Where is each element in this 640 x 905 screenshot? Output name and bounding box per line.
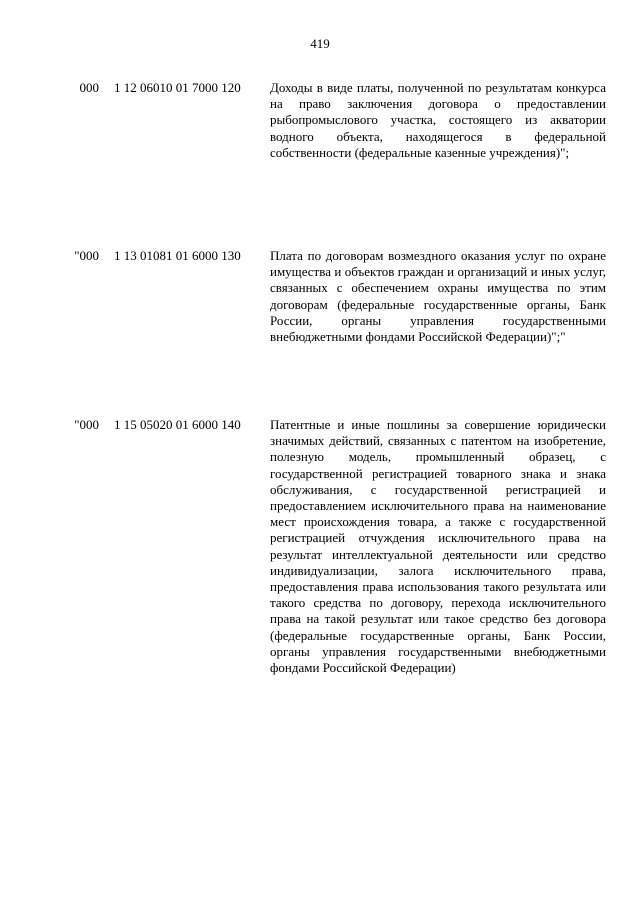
entry-prefix: "000 [74,248,99,263]
entry-prefix: 000 [79,80,99,95]
entry-description: Плата по договорам возмездного оказания услуг по охране имущества и объектов граждан и организаций и иных услуг, связанных с обеспечением охраны имущества по этим договорам (федеральные государственные органы, Банк России, органы управления государственными внебюджетными фондами Российской Федерации)";" [270,248,606,345]
budget-classification-code: 1 15 05020 01 6000 140 [114,417,241,432]
entry-description: Доходы в виде платы, полученной по результатам конкурса на право заключения договора о предоставлении рыбопромыслового участка, состоящего из акватории водного объекта, находящегося в федеральной собственности (федеральные казенные учреждения)"; [270,80,606,160]
budget-classification-code: 1 13 01081 01 6000 130 [114,248,241,263]
budget-classification-code: 1 12 06010 01 7000 120 [114,80,241,95]
entry-description: Патентные и иные пошлины за совершение юридически значимых действий, связанных с патентом на изобретение, полезную модель, промышленный образец, с государственной регистрацией товарного знака и знака обслуживания, с государственной регистрацией и предоставлением исключительного права на наименование мест происхождения товара, а также с государственной регистрацией отчуждения исключительного права на результат интеллектуальной деятельности или средство индивидуализации, залога исключительного права, предоставления права использования такого результата или такого средства по договору, перехода исключительного права на такой результат или такое средство без договора (федеральные государственные органы, Банк России, органы управления государственными внебюджетными фондами Российской Федерации) [270,417,606,676]
page-number: 419 [310,36,330,51]
entry-prefix: "000 [74,417,99,432]
